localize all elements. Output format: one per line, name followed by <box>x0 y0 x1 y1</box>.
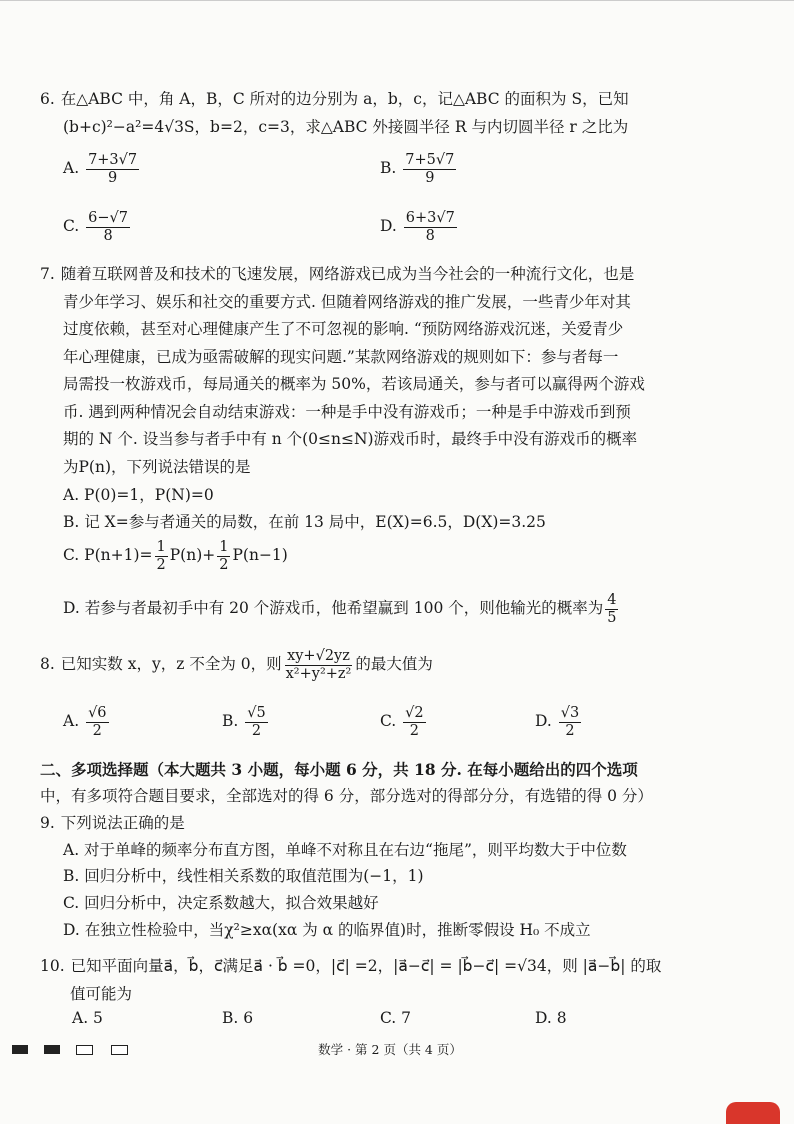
option-fraction <box>86 152 139 186</box>
question-number: 6. <box>40 90 55 108</box>
option-text: C. P(n+1)= <box>63 546 153 565</box>
fraction-numerator: 4 <box>607 592 617 608</box>
option-b[interactable]: B. 记 X=参与者通关的局数，在前 13 局中，E(X)=6.5，D(X)=3.25 <box>63 513 546 532</box>
section-heading <box>40 756 740 810</box>
question-stem: 已知实数 x，y，z 不全为 0，则 <box>60 655 282 674</box>
question-stem-line: 已知平面向量a⃗，b⃗，c⃗满足a⃗ · b⃗ =0，|c⃗| =2，|a⃗−c⃗| = |b⃗−c⃗| =√34，则 |a⃗−b⃗| 的取 <box>70 957 662 975</box>
corner-stamp <box>726 1102 780 1124</box>
question-fraction <box>284 648 354 682</box>
option-b[interactable] <box>380 152 458 186</box>
question-stem-line: 在△ABC 中，角 A，B，C 所对的边分别为 a，b，c，记△ABC 的面积为 S，已知 <box>60 90 629 108</box>
option-c[interactable]: C. 7 <box>380 1009 412 1027</box>
question-stem-line: 值可能为 <box>70 984 133 1003</box>
fraction-numerator: 1 <box>219 539 229 555</box>
option-fraction <box>403 152 456 186</box>
option-d[interactable] <box>380 210 459 244</box>
fraction-denominator: x²+y²+z² <box>285 665 352 682</box>
fraction-denominator: 2 <box>565 722 575 739</box>
option-fraction <box>217 539 230 573</box>
option-a[interactable] <box>63 705 111 739</box>
option-fraction <box>403 705 425 739</box>
fraction-numerator: 6−√7 <box>88 210 129 226</box>
option-a[interactable]: A. P(0)=1，P(N)=0 <box>63 485 214 504</box>
page-marker-filled <box>12 1045 28 1054</box>
page-footer: 数学 · 第 2 页（共 4 页） <box>318 1042 462 1057</box>
fraction-denominator: 9 <box>107 169 118 186</box>
option-c[interactable] <box>63 210 132 244</box>
option-label: D. <box>380 217 397 236</box>
fraction-denominator: 2 <box>156 556 166 573</box>
question-number: 10. <box>40 957 65 975</box>
question-stem-line: 为P(n)，下列说法错误的是 <box>63 458 251 477</box>
option-label: B. <box>380 159 397 178</box>
option-c[interactable]: C. 回归分析中，决定系数越大，拟合效果越好 <box>63 893 379 912</box>
page-marker-filled <box>44 1045 60 1054</box>
fraction-numerator: 7+3√7 <box>88 152 138 168</box>
question-number: 7. <box>40 265 55 283</box>
option-label: A. <box>63 159 80 178</box>
page-marker-empty <box>76 1045 93 1055</box>
question-stem-line: 期的 N 个. 设当参与者手中有 n 个(0≤n≤N)游戏币时，最终手中没有游戏币的概率 <box>63 430 638 449</box>
option-fraction <box>86 705 108 739</box>
option-fraction <box>155 539 168 573</box>
question-9 <box>40 810 750 943</box>
option-a[interactable]: A. 5 <box>72 1009 103 1027</box>
fraction-denominator: 8 <box>425 227 435 244</box>
question-7 <box>40 261 740 537</box>
option-label: D. <box>535 712 552 731</box>
option-fraction <box>404 210 457 244</box>
fraction-numerator: xy+√2yz <box>287 648 350 664</box>
section-heading-line: 二、多项选择题（本大题共 3 小题，每小题 6 分，共 18 分. 在每小题给出的四个选项 <box>40 760 638 779</box>
option-text: D. 若参与者最初手中有 20 个游戏币，他希望赢到 100 个，则他输光的概率为 <box>63 599 604 618</box>
fraction-numerator: 1 <box>156 539 166 555</box>
option-b[interactable] <box>222 705 270 739</box>
section-heading-line: 中，有多项符合题目要求，全部选对的得 6 分，部分选对的得部分分，有选错的得 0 分） <box>40 787 653 806</box>
fraction-denominator: 9 <box>425 169 435 186</box>
question-stem: 下列说法正确的是 <box>60 814 185 832</box>
fraction-numerator: √6 <box>88 705 107 721</box>
question-stem-line: 局需投一枚游戏币，每局通关的概率为 50%，若该局通关，参与者可以赢得两个游戏 <box>63 375 645 394</box>
option-fraction <box>86 210 130 244</box>
question-stem-line: 币. 遇到两种情况会自动结束游戏：一种是手中没有游戏币；一种是手中游戏币到预 <box>63 402 631 421</box>
fraction-numerator: 6+3√7 <box>405 210 455 226</box>
fraction-numerator: √5 <box>247 705 266 721</box>
fraction-denominator: 2 <box>409 722 420 739</box>
fraction-numerator: √2 <box>405 705 424 721</box>
option-b[interactable]: B. 回归分析中，线性相关系数的取值范围为(−1，1) <box>63 867 424 886</box>
option-d[interactable]: D. 在独立性检验中，当χ²≥xα(xα 为 α 的临界值)时，推断零假设 H₀ 不成立 <box>63 920 591 939</box>
top-edge <box>0 0 794 7</box>
option-label: A. <box>63 712 80 731</box>
fraction-numerator: √3 <box>560 705 580 721</box>
option-d[interactable] <box>535 705 583 739</box>
fraction-denominator: 2 <box>92 722 102 739</box>
question-stem-line: (b+c)²−a²=4√3S，b=2，c=3，求△ABC 外接圆半径 R 与内切圆半径 r 之比为 <box>63 117 629 136</box>
question-6 <box>40 86 720 141</box>
option-fraction <box>245 705 267 739</box>
question-number: 9. <box>40 814 55 832</box>
option-fraction <box>559 705 581 739</box>
option-a[interactable] <box>63 152 141 186</box>
option-fraction <box>605 592 618 626</box>
option-a[interactable]: A. 对于单峰的频率分布直方图，单峰不对称且在右边“拖尾”，则平均数大于中位数 <box>63 840 627 859</box>
question-number: 8. <box>40 655 55 674</box>
option-text: P(n)+ <box>169 546 216 565</box>
question-stem: 的最大值为 <box>355 655 433 674</box>
option-text: P(n−1) <box>232 546 288 565</box>
question-stem-line: 过度依赖，甚至对心理健康产生了不可忽视的影响. “预防网络游戏沉迷，关爱青少 <box>63 320 624 339</box>
option-label: C. <box>63 217 80 236</box>
option-label: B. <box>222 712 239 731</box>
page-marker-empty <box>111 1045 128 1055</box>
option-d[interactable]: D. 8 <box>535 1009 567 1027</box>
option-d[interactable] <box>63 592 620 626</box>
fraction-denominator: 8 <box>103 227 113 244</box>
fraction-numerator: 7+5√7 <box>405 152 455 168</box>
option-b[interactable]: B. 6 <box>222 1009 254 1027</box>
fraction-denominator: 2 <box>251 722 262 739</box>
option-c[interactable] <box>63 539 288 573</box>
option-label: C. <box>380 712 397 731</box>
fraction-denominator: 2 <box>219 556 229 573</box>
question-stem-line: 青少年学习、娱乐和社交的重要方式. 但随着网络游戏的推广发展，一些青少年对其 <box>63 292 631 311</box>
question-stem-line: 年心理健康，已成为亟需破解的现实问题.”某款网络游戏的规则如下：参与者每一 <box>63 347 619 366</box>
question-stem-line: 随着互联网普及和技术的飞速发展，网络游戏已成为当今社会的一种流行文化，也是 <box>60 265 635 283</box>
fraction-denominator: 5 <box>607 609 617 626</box>
question-8 <box>40 648 433 682</box>
question-10 <box>40 953 750 1008</box>
option-c[interactable] <box>380 705 428 739</box>
